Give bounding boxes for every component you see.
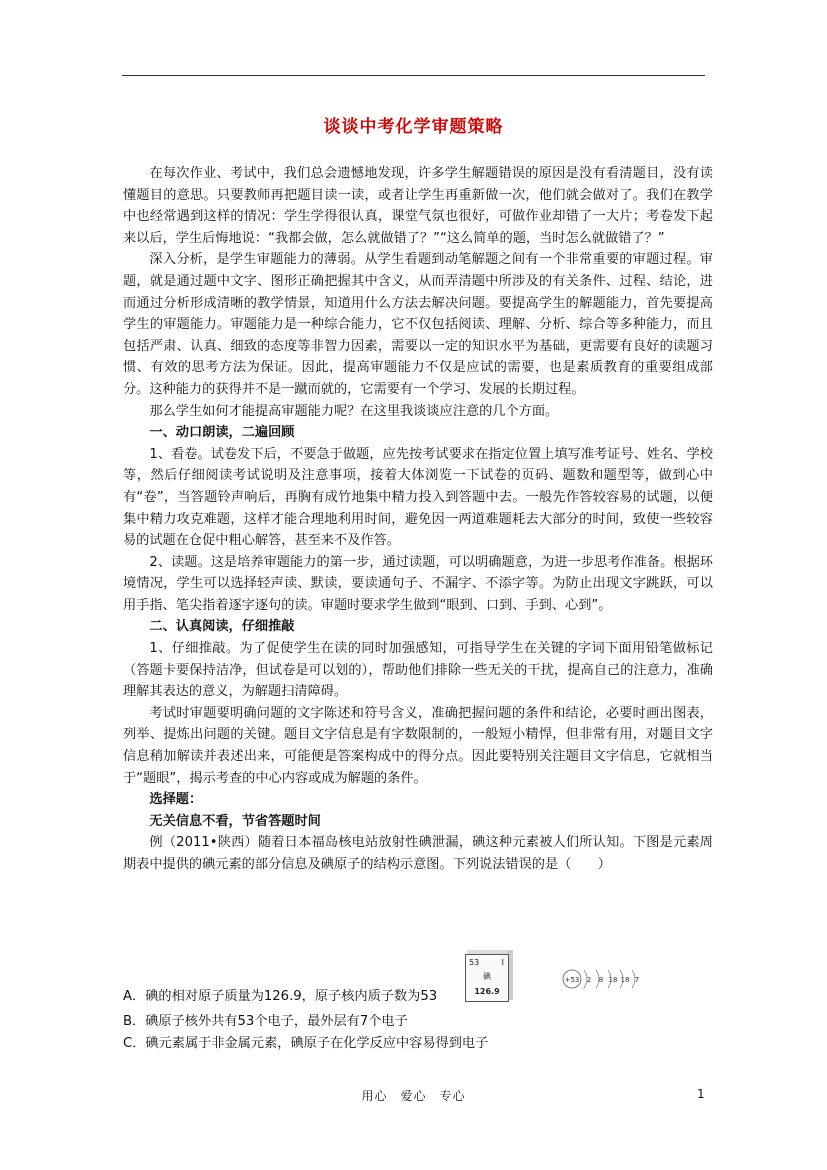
- paragraph-1: 在每次作业、考试中，我们总会遗憾地发现，许多学生解题错误的原因是没有看清题目，没有读懂题目的意思。只要教师再把题目读一读，或者让学生再重新做一次，他们就会做对了。我们在教学中也经常遇到这样的情况：学生学得很认真，课堂气氛也很好，可做作业却错了一大片；考卷发下起来以后，学生后悔地说：“我都会做，怎么就做错了？”“这么简单的题，当时怎么就做错了？”: [123, 166, 713, 246]
- subheading-irrelevant: 无关信息不看，节省答题时间: [149, 813, 321, 829]
- option-a: A．碘的相对原子质量为126.9，原子核内质子数为53: [123, 989, 438, 1004]
- nucleus-charge: +53: [564, 976, 580, 984]
- option-b: B．碘原子核外共有53个电子，最外层有7个电子: [123, 1014, 408, 1029]
- paragraph-3: 那么学生如何才能提高审题能力呢？在这里我谈谈应注意的几个方面。: [149, 403, 559, 419]
- shell-5-count: 7: [634, 976, 640, 984]
- element-symbol: I: [501, 958, 504, 967]
- option-c: C．碘元素属于非金属元素，碘原子在化学反应中容易得到电子: [123, 1036, 489, 1051]
- atomic-mass: 126.9: [474, 987, 500, 996]
- shell-1-count: 2: [586, 976, 592, 984]
- atomic-number: 53: [469, 958, 480, 967]
- shell-3-count: 18: [608, 976, 618, 984]
- paragraph-read-question: 2、读题。这是培养审题能力的第一步，通过读题，可以明确题意，为进一步思考作准备。根据环境情况，学生可以选择轻声读、默读，要读通句子、不漏字、不添字等。为防止出现文字跳跃，可以用手指、笔尖指着逐字逐句的读。审题时要求学生做到“眼到、口到、手到、心到”。: [123, 554, 713, 613]
- article-body: [123, 163, 713, 876]
- subheading-choice: 选择题：: [149, 792, 203, 808]
- shell-2-count: 8: [598, 976, 604, 984]
- footer-text: 用心 爱心 专心: [361, 1089, 466, 1103]
- shell-4-count: 18: [620, 976, 630, 984]
- paragraph-look-paper: 1、看卷。试卷发下后，不要急于做题，应先按考试要求在指定位置上填写准考证号、姓名、学校等，然后仔细阅读考试说明及注意事项，接着大体浏览一下试卷的页码、题数和题型等，做到心中有“卷”，当答题铃声响后，再胸有成竹地集中精力投入到答题中去。一般先作答较容易的试题，以便集中精力攻克难题，这样才能合理地利用时间，避免因一两道难题耗去大部分的时间，致使一些较容易的试题在仓促中粗心解答，甚至来不及作答。: [123, 446, 713, 549]
- header-rule: [122, 75, 705, 76]
- element-name: 碘: [483, 972, 491, 981]
- section-heading-2: 二、认真阅读，仔细推敲: [149, 619, 295, 635]
- section-heading-1: 一、动口朗读，二遍回顾: [149, 425, 295, 441]
- paragraph-2: 深入分析，是学生审题能力的薄弱。从学生看题到动笔解题之间有一个非常重要的审题过程。审题，就是通过题中文字、图形正确把握其中含义，从而弄清题中所涉及的有关条件、过程、结论，进而通过分析形成清晰的教学情景，知道用什么方法去解决问题。要提高学生的解题能力，首先要提高学生的审题能力。审题能力是一种综合能力，它不仅包括阅读、理解、分析、综合等多种能力，而且包括严肃、认真、细致的态度等非智力因素，需要以一定的知识水平为基础，更需要有良好的读题习惯、有效的思考方法为保证。因此，提高审题能力不仅是应试的需要，也是素质教育的重要组成部分。这种能力的获得并不是一蹴而就的，它需要有一个学习、发展的长期过程。: [123, 252, 713, 397]
- paragraph-example: 例（2011•陕西）随着日本福岛核电站放射性碘泄漏，碘这种元素被人们所认知。下图是元素周期表中提供的碘元素的部分信息及碘原子的结构示意图。下列说法错误的是（ ）: [123, 835, 713, 872]
- paragraph-exam: 考试时审题要明确问题的文字陈述和符号含义，准确把握问题的条件和结论，必要时画出图表，列举、提炼出问题的关键。题目文字信息是有字数限制的，一般短小精悍，但非常有用，对题目文字信息稍加解读并表述出来，可能便是答案构成中的得分点。因此要特别关注题目文字信息，它就相当于“题眼”，揭示考查的中心内容或成为解题的条件。: [123, 705, 713, 786]
- paragraph-careful: 1、仔细推敲。为了促使学生在读的同时加强感知，可指导学生在关键的字词下面用铅笔做标记（答题卡要保持洁净，但试卷是可以划的），帮助他们排除一些无关的干扰，提高自己的注意力，准确理解其表达的意义，为解题扫清障碍。: [123, 641, 713, 700]
- page-number: 1: [697, 1087, 705, 1101]
- page-title: 谈谈中考化学审题策略: [323, 117, 504, 137]
